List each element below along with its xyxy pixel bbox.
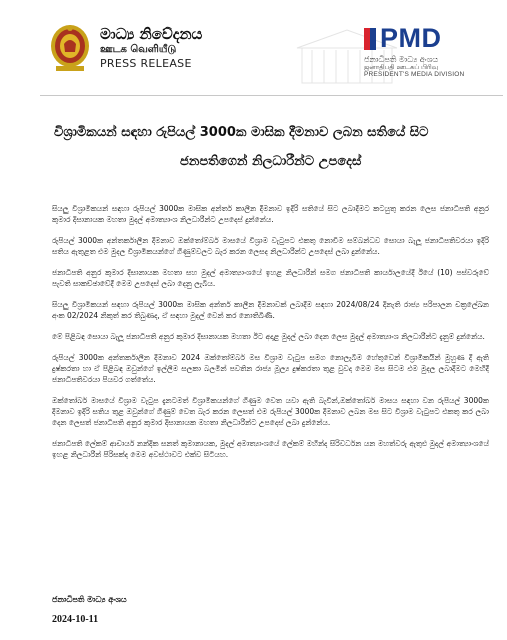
- pmd-mark-icon: [364, 28, 376, 50]
- paragraph-5: මේ පිළිබඳ සොයා බැලූ ජනාධිපති අනුර කුමාර දිසානායක මහතා ඊට අදාළ මුදල් ලබා දෙන ලෙස මුදල් අමාත්‍යාංශ නිලධාරීන්ට දැනුම් දුන්නේය.: [52, 332, 485, 341]
- headline: විශ්‍රාමිකයන් සඳහා රුපියල් 3000ක මාසික දීමනාව ලබන සතියේ සිට: [54, 125, 429, 140]
- release-date: 2024-10-11: [52, 614, 99, 625]
- sri-lanka-emblem-icon: [48, 22, 92, 74]
- pmd-logo: [360, 22, 490, 82]
- header-divider: [40, 95, 503, 96]
- paragraph-8: ජනාධිපති ලේකම් ආචාර්ය නන්දික සනත් කුමානායක, මුදල් අමාත්‍යාංශයේ ලේකම් මහින්ද සිරිවර්ධන යන මහත්වරු ඇතුළු මුදල් අමාත්‍යාංශයේ ඉහළ නිලධාරීන් පිරිසක්ද මෙම අවස්ථාවට එක්ව සිටියහ.: [52, 439, 489, 459]
- issuer-name: ජනාධිපති මාධ්‍ය අංශය: [52, 595, 127, 604]
- title-english: PRESS RELEASE: [100, 57, 192, 70]
- paragraph-4: සියලු විශ්‍රාමිකයන් සඳහා රුපියල් 3000ක මාසික අන්තර් කාලීන දීමනාවක් ලබාදීම සඳහා 2024/08/24 දිනැති රාජ්‍ය පරිපාලන චක්‍රලේඛන අංක 02/2024 නිකුත් කර තිබුණද, ඒ සඳහා මුදල් වෙන් කර නොතිබිණි.: [52, 300, 489, 320]
- paragraph-3: ජනාධිපති අනුර කුමාර දිසානායක මහතා සහ මුදල් අමාත්‍යාංශයේ ඉහළ නිලධාරීන් සමග ජනාධිපති කාර්යාලයේදී ඊයේ (10) පස්වරුවේ පැවති සාකච්ඡාවේදී මෙම උපදෙස් ලබා දෙනු ලැබීය.: [52, 268, 489, 288]
- letterhead: [0, 0, 507, 90]
- paragraph-2: රුපියල් 3000ක අන්තර්කාලීන දීමනාව ඔක්තෝම්බර් මාසයේ විශ්‍රාම වැටුපට එකතු නොවීම සම්බන්ධව සොයා බැලූ ජනාධිපතිවරයා ඉදිරි සතිය ඇතුළත එම මුදල විශ්‍රාමිකයන්ගේ ගිණුම්වලට බැර කරන ලෙසද නිලධාරීන්ට උපදෙස් ලබා දුන්නේය.: [52, 236, 489, 256]
- signature-block: [52, 594, 127, 626]
- pmd-name-sinhala: ජනාධිපති මාධ්‍ය අංශය: [364, 55, 439, 64]
- subheadline: ජනපතිගෙන් නිලධාරීන්ට උපදෙස්: [180, 154, 362, 169]
- title-sinhala: මාධ්‍ය නිවේදනය: [100, 25, 203, 43]
- pmd-name-english: PRESIDENT'S MEDIA DIVISION: [364, 71, 465, 78]
- paragraph-1: සියලු විශ්‍රාමිකයන් සඳහා රුපියල් 3000ක මාසික අන්තර් කාලීන දීමනාව ඉදිරි සතියේ සිට ලබාදීමට කටයුතු කරන ලෙස ජනාධිපති අනුර කුමාර දිසානායක මහතා මුදල් අමාත්‍යාංශ නිලධාරීන්ට උපදෙස් දුන්නේය.: [52, 204, 489, 224]
- pmd-wordmark: PMD: [380, 23, 442, 53]
- title-tamil: ஊடக வெளியீடு: [100, 44, 177, 55]
- letterhead-titles: [100, 26, 202, 70]
- pmd-name-tamil: ஜனாதிபதி ஊடகப் பிரிவு: [364, 63, 438, 71]
- paragraph-6: රුපියල් 3000ක අන්තර්කාලීන දීමනාව 2024 ඔක්තෝම්බර් මස විශ්‍රාම වැටුප සමග නොලැබීම හේතුවෙන් විශ්‍රාමිකයින් මුහුණ දී ඇති දුෂ්කරතා හා ඒ පිළිබඳ ඔවුන්ගේ ඉල්ලීම සලකා බලමින් පවතින රාජ්‍ය මූල්‍ය දුෂ්කරතා තුළ වුවද මෙම මස සිටම එම මුදල ලබාදීමට මෙහිදී ජනාධිපතිවරයා පියවර ගත්තේය.: [52, 353, 489, 384]
- body-text: [52, 203, 489, 470]
- paragraph-7: ඔක්තෝබර් මාසයේ විශ්‍රාම වැටුප දැනටමත් විශ්‍රාමිකයන්ගේ ගිණුම වෙත යවා ඇති බැවින්,ඔක්තෝබර් මාසය සඳහා වන රුපියල් 3000ක දීමනාව ඉදිරි සතිය තුළ ඔවුන්ගේ ගිණුම් වෙත බැර කරන ලෙසත් එම රුපියල් 3000ක දීමනාව ලබන මස සිට විශ්‍රාම වැටුපට එකතු කර ලබා දෙන ලෙසත් ජනාධිපති අනුර කුමාර දිසානායක මහතා නිලධාරීන්ට උපදෙස් ලබා දුන්නේය.: [52, 396, 489, 427]
